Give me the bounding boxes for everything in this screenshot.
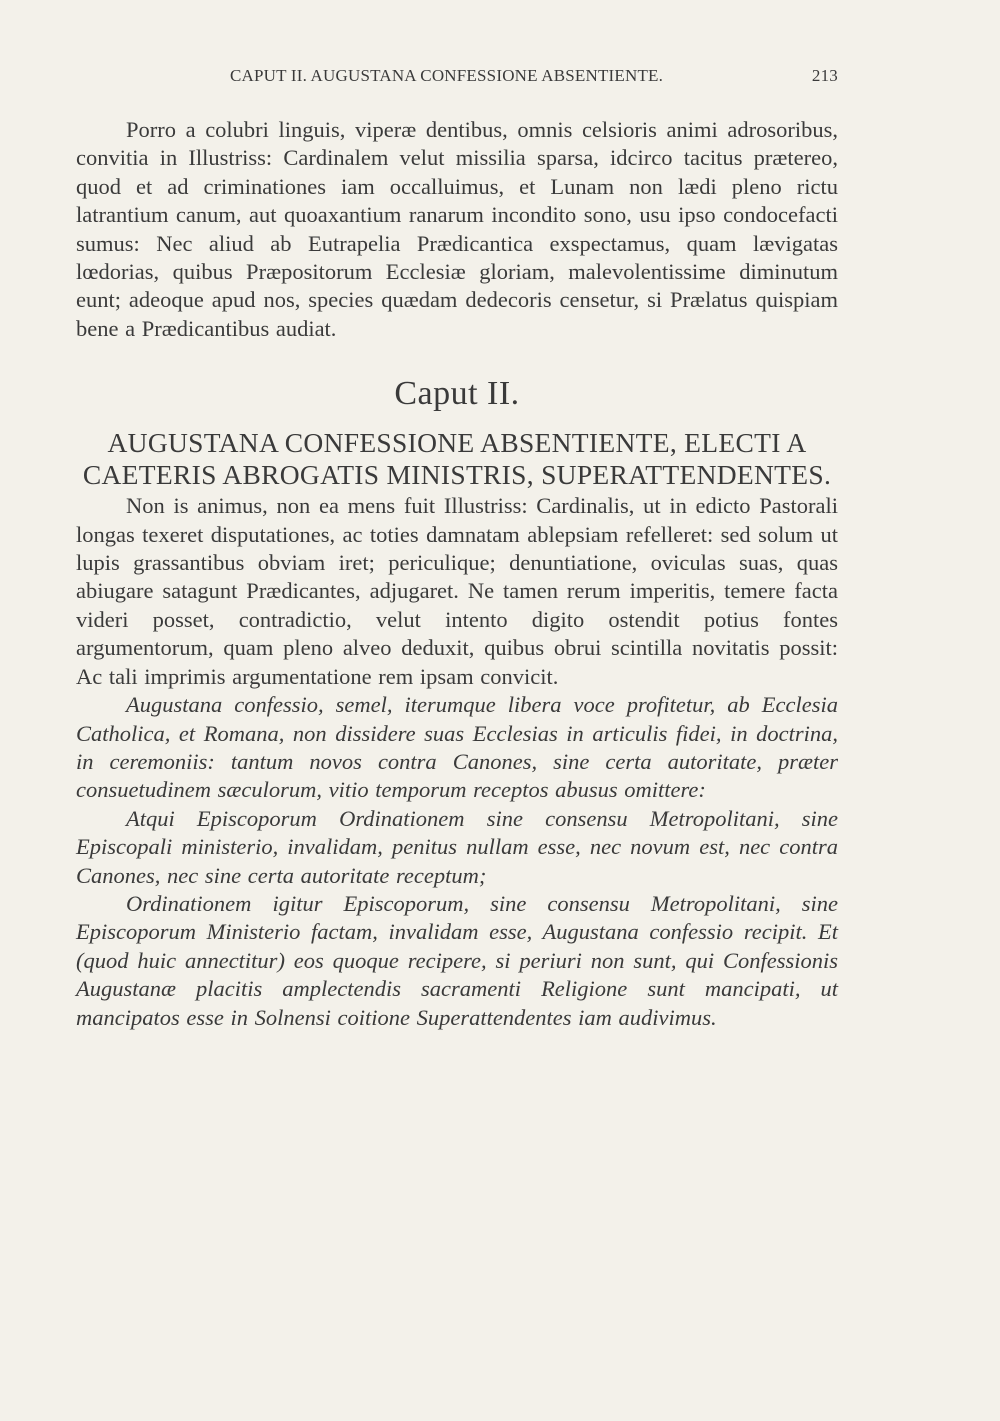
- running-head: [76, 66, 838, 86]
- chapter-subtitle: AUGUSTANA CONFESSIONE ABSENTIENTE, ELECTI A CAETERIS ABROGATIS MINISTRIS, SUPERATTENDENTES.: [82, 427, 832, 490]
- paragraph-non-is-animus: Non is animus, non ea mens fuit Illustriss: Cardinalis, ut in edicto Pastorali longas texeret disputationes, ac toties damnatam ablepsiam refelleret: sed solum ut lupis grassantibus obviam iret; periculique; denuntiatione, oviculas suas, quas abiugare satagunt Prædicantes, adjugaret. Ne tamen rerum imperitis, temere facta videri posset, contradictio, velut intento digito ostendit potius fontes argumentorum, quam pleno alveo deduxit, quibus obrui scintilla novitatis possit: Ac tali imprimis argumentatione rem ipsam convicit.: [76, 493, 838, 689]
- italic-paragraph-conclusion: Ordinationem igitur Episcoporum, sine consensu Metropolitani, sine Episcoporum Ministerio factam, invalidam esse, Augustana confessio recipit. Et (quod huic annectitur) eos quoque recipere, si periuri non sunt, qui Confessionis Augustanæ placitis amplectendis sacramenti Religione sunt mancipati, ut mancipatos esse in Solnensi coitione Superattendentes iam audivimus.: [76, 890, 838, 1030]
- chapter-title: Caput II.: [394, 375, 520, 413]
- italic-paragraph-major-premise: Augustana confessio, semel, iterumque libera voce profitetur, ab Ecclesia Catholica, et Romana, non dissidere suas Ecclesias in articulis fidei, in doctrina, in ceremoniis: tantum novos contra Canones, sine certa autoritate, præter consuetudinem sæculorum, vitio temporum receptos abusus omittere:: [76, 692, 838, 803]
- running-title: CAPUT II. AUGUSTANA CONFESSIONE ABSENTIENTE.: [230, 66, 664, 85]
- italic-paragraph-minor-premise: Atqui Episcoporum Ordinationem sine consensu Metropolitani, sine Episcopali ministerio, invalidam, penitus nullam esse, nec novum est, nec contra Canones, nec sine certa autoritate receptum;: [76, 805, 838, 888]
- paragraph-porro: Porro a colubri linguis, viperæ dentibus, omnis celsioris animi adrosoribus, convitia in Illustriss: Cardinalem velut missilia sparsa, idcirco tacitus prætereo, quod et ad criminationes iam occalluimus, et Lunam non lædi pleno rictu latrantium canum, aut quoaxantium ranarum incondito sono, usu ipso condocefacti sumus: Nec aliud ab Eutrapelia Prædicantica exspectamus, quam lævigatas lœdorias, quibus Præpositorum Ecclesiæ gloriam, malevolentissime diminutum eunt; adeoque apud nos, species quædam dedecoris censetur, si Prælatus quispiam bene a Prædicantibus audiat.: [76, 117, 838, 341]
- page-number: 213: [811, 66, 838, 85]
- text-block: [76, 116, 838, 1032]
